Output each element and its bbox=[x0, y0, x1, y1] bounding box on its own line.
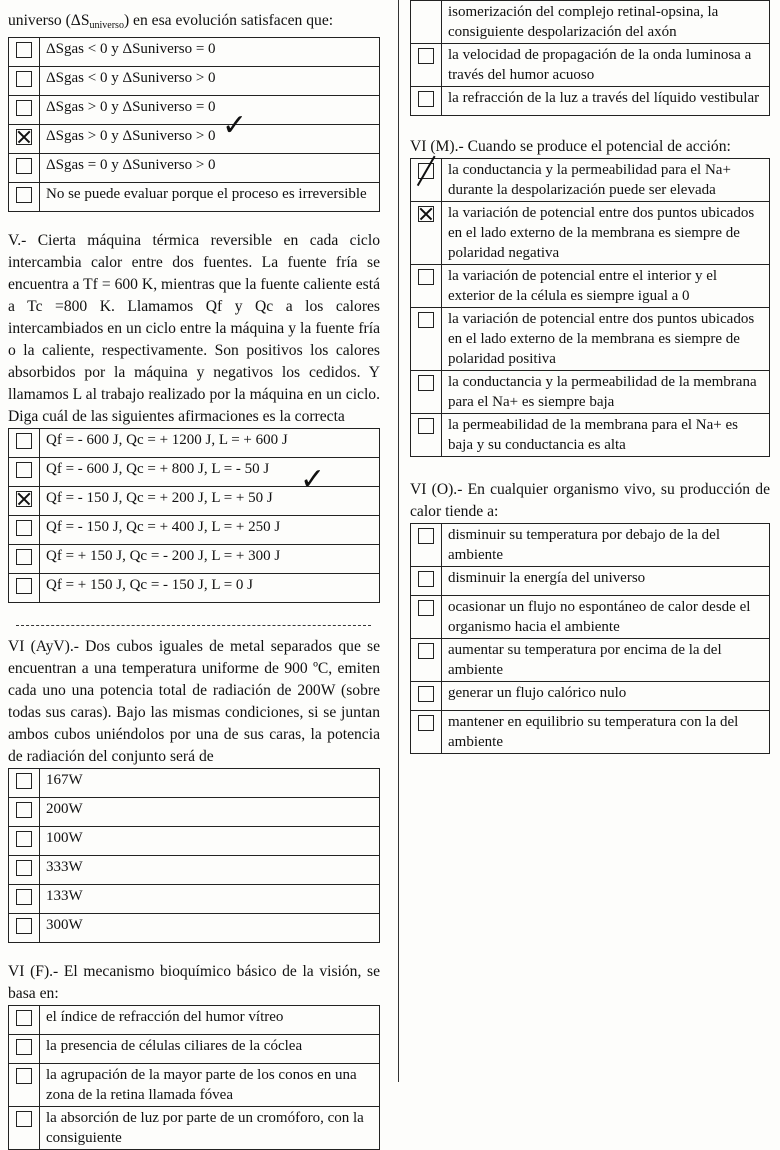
option-text: ΔSgas < 0 y ΔSuniverso = 0 bbox=[40, 38, 380, 67]
option-text: 200W bbox=[40, 798, 380, 827]
option-text: Qf = - 600 J, Qc = + 800 J, L = - 50 J bbox=[40, 458, 380, 487]
option-text: la variación de potencial entre dos puntos ubicados en el lado externo de la membrana es siempre de polaridad negativa bbox=[442, 202, 770, 265]
option-checkbox-cell[interactable] bbox=[9, 1064, 40, 1107]
checkbox[interactable] bbox=[418, 418, 434, 434]
options-o bbox=[410, 523, 770, 754]
option-row[interactable] bbox=[411, 44, 770, 87]
option-checkbox-cell[interactable] bbox=[9, 798, 40, 827]
checkbox[interactable] bbox=[16, 433, 32, 449]
option-row[interactable] bbox=[9, 154, 380, 183]
option-checkbox-cell[interactable] bbox=[9, 125, 40, 154]
checkbox[interactable] bbox=[16, 1111, 32, 1127]
option-row[interactable] bbox=[411, 414, 770, 457]
options-m bbox=[410, 158, 770, 457]
option-row[interactable] bbox=[9, 798, 380, 827]
option-text: Qf = + 150 J, Qc = - 200 J, L = + 300 J bbox=[40, 545, 380, 574]
option-checkbox-cell[interactable] bbox=[9, 914, 40, 943]
option-checkbox-cell[interactable] bbox=[411, 524, 442, 567]
checkbox[interactable] bbox=[16, 831, 32, 847]
option-row[interactable] bbox=[9, 574, 380, 603]
checkbox[interactable] bbox=[16, 802, 32, 818]
checkbox[interactable] bbox=[418, 312, 434, 328]
option-row[interactable] bbox=[9, 516, 380, 545]
option-row[interactable] bbox=[9, 1035, 380, 1064]
option-row[interactable] bbox=[9, 38, 380, 67]
options-f-continued bbox=[410, 0, 770, 116]
option-text: la conductancia y la permeabilidad para el Na+ durante la despolarización puede ser elevada bbox=[442, 159, 770, 202]
option-row[interactable] bbox=[411, 639, 770, 682]
option-text: 167W bbox=[40, 769, 380, 798]
checkbox[interactable] bbox=[418, 48, 434, 64]
option-text: ΔSgas > 0 y ΔSuniverso = 0 bbox=[40, 96, 380, 125]
checkbox[interactable] bbox=[16, 42, 32, 58]
question-m-statement: VI (M).- Cuando se produce el potencial de acción: bbox=[410, 138, 731, 155]
option-text: la variación de potencial entre el interior y el exterior de la célula es siempre igual a 0 bbox=[442, 265, 770, 308]
option-checkbox-cell[interactable] bbox=[411, 44, 442, 87]
option-text: el índice de refracción del humor vítreo bbox=[40, 1006, 380, 1035]
left-column bbox=[8, 0, 380, 1150]
option-row[interactable] bbox=[9, 183, 380, 212]
option-checkbox-cell[interactable] bbox=[9, 1107, 40, 1150]
option-row[interactable] bbox=[411, 1, 770, 44]
checkbox[interactable] bbox=[418, 571, 434, 587]
checkbox[interactable] bbox=[16, 578, 32, 594]
checkbox[interactable] bbox=[418, 715, 434, 731]
checkbox[interactable] bbox=[418, 375, 434, 391]
option-text: Qf = + 150 J, Qc = - 150 J, L = 0 J bbox=[40, 574, 380, 603]
option-text: Qf = - 150 J, Qc = + 400 J, L = + 250 J bbox=[40, 516, 380, 545]
option-row[interactable] bbox=[9, 67, 380, 96]
option-text: ocasionar un flujo no espontáneo de calor desde el organismo hacia el ambiente bbox=[442, 596, 770, 639]
option-text: la refracción de la luz a través del líquido vestibular bbox=[442, 87, 770, 116]
option-text: 133W bbox=[40, 885, 380, 914]
checkbox[interactable] bbox=[16, 773, 32, 789]
option-row[interactable] bbox=[9, 856, 380, 885]
option-row[interactable] bbox=[411, 308, 770, 371]
option-text: No se puede evaluar porque el proceso es irreversible bbox=[40, 183, 380, 212]
checkbox[interactable] bbox=[418, 91, 434, 107]
option-checkbox-cell[interactable] bbox=[9, 516, 40, 545]
option-text: la permeabilidad de la membrana para el Na+ es baja y su conductancia es alta bbox=[442, 414, 770, 457]
option-checkbox-cell[interactable] bbox=[411, 682, 442, 711]
right-column bbox=[410, 0, 770, 754]
option-row[interactable] bbox=[9, 545, 380, 574]
option-row[interactable] bbox=[9, 125, 380, 154]
checkbox[interactable] bbox=[16, 100, 32, 116]
option-row[interactable] bbox=[411, 265, 770, 308]
option-text: 100W bbox=[40, 827, 380, 856]
option-text: la conductancia y la permeabilidad de la membrana para el Na+ es siempre baja bbox=[442, 371, 770, 414]
option-checkbox-cell[interactable] bbox=[9, 429, 40, 458]
option-row[interactable] bbox=[411, 159, 770, 202]
option-checkbox-cell[interactable] bbox=[9, 827, 40, 856]
option-checkbox-cell[interactable] bbox=[411, 308, 442, 371]
option-row[interactable] bbox=[411, 524, 770, 567]
option-row[interactable] bbox=[9, 429, 380, 458]
option-checkbox-cell[interactable] bbox=[9, 183, 40, 212]
checkbox-checked[interactable] bbox=[16, 491, 32, 507]
checkbox[interactable] bbox=[16, 520, 32, 536]
option-checkbox-cell[interactable] bbox=[9, 769, 40, 798]
option-text: disminuir su temperatura por debajo de la del ambiente bbox=[442, 524, 770, 567]
option-text: 333W bbox=[40, 856, 380, 885]
option-row[interactable] bbox=[9, 885, 380, 914]
checkbox[interactable] bbox=[16, 889, 32, 905]
option-checkbox-cell[interactable] bbox=[411, 567, 442, 596]
checkbox[interactable] bbox=[16, 187, 32, 203]
options-v bbox=[8, 428, 380, 603]
checkbox[interactable] bbox=[418, 163, 434, 179]
column-divider bbox=[398, 0, 399, 1082]
checkbox[interactable] bbox=[16, 1039, 32, 1055]
checkbox[interactable] bbox=[418, 269, 434, 285]
options-ayv bbox=[8, 768, 380, 943]
option-text: 300W bbox=[40, 914, 380, 943]
option-text: ΔSgas < 0 y ΔSuniverso > 0 bbox=[40, 67, 380, 96]
option-row[interactable] bbox=[411, 596, 770, 639]
option-text: la presencia de células ciliares de la cóclea bbox=[40, 1035, 380, 1064]
option-checkbox-cell[interactable] bbox=[411, 639, 442, 682]
option-checkbox-cell[interactable] bbox=[9, 458, 40, 487]
question-o-statement: VI (O).- En cualquier organismo vivo, su producción de calor tiende a: bbox=[410, 481, 770, 520]
checkbox[interactable] bbox=[16, 860, 32, 876]
checkbox[interactable] bbox=[16, 462, 32, 478]
section-divider bbox=[16, 625, 371, 626]
option-checkbox-cell[interactable] bbox=[9, 574, 40, 603]
option-row[interactable] bbox=[9, 1107, 380, 1150]
option-checkbox-cell[interactable] bbox=[9, 1035, 40, 1064]
option-checkbox-cell[interactable] bbox=[9, 38, 40, 67]
checkbox[interactable] bbox=[16, 918, 32, 934]
option-text: aumentar su temperatura por encima de la del ambiente bbox=[442, 639, 770, 682]
option-row[interactable] bbox=[411, 711, 770, 754]
handwritten-checkmark-icon: ✓ bbox=[222, 108, 248, 143]
checkbox[interactable] bbox=[16, 71, 32, 87]
option-text: Qf = - 150 J, Qc = + 200 J, L = + 50 J bbox=[40, 487, 380, 516]
checkbox-checked[interactable] bbox=[418, 206, 434, 222]
option-row[interactable] bbox=[9, 827, 380, 856]
option-row[interactable] bbox=[411, 371, 770, 414]
option-text: la variación de potencial entre dos puntos ubicados en el lado externo de la membrana es siempre de polaridad positiva bbox=[442, 308, 770, 371]
option-checkbox-cell[interactable] bbox=[9, 487, 40, 516]
option-checkbox-cell[interactable] bbox=[411, 202, 442, 265]
option-row[interactable] bbox=[9, 1006, 380, 1035]
checkbox[interactable] bbox=[418, 528, 434, 544]
question-f-statement: VI (F).- El mecanismo bioquímico básico de la visión, se basa en: bbox=[8, 963, 380, 1002]
option-row[interactable] bbox=[411, 87, 770, 116]
options-f bbox=[8, 1005, 380, 1150]
options-entropy bbox=[8, 37, 380, 212]
option-checkbox-cell[interactable] bbox=[411, 265, 442, 308]
option-checkbox-cell[interactable] bbox=[9, 1006, 40, 1035]
option-row[interactable] bbox=[9, 96, 380, 125]
option-row[interactable] bbox=[9, 1064, 380, 1107]
option-checkbox-cell[interactable] bbox=[9, 545, 40, 574]
option-checkbox-cell[interactable] bbox=[9, 856, 40, 885]
option-checkbox-cell[interactable] bbox=[9, 154, 40, 183]
option-text: generar un flujo calórico nulo bbox=[442, 682, 770, 711]
option-text: la agrupación de la mayor parte de los conos en una zona de la retina llamada fóvea bbox=[40, 1064, 380, 1107]
option-text: Qf = - 600 J, Qc = + 1200 J, L = + 600 J bbox=[40, 429, 380, 458]
option-row[interactable] bbox=[9, 914, 380, 943]
option-text: ΔSgas = 0 y ΔSuniverso > 0 bbox=[40, 154, 380, 183]
option-row[interactable] bbox=[411, 202, 770, 265]
option-text: ΔSgas > 0 y ΔSuniverso > 0 bbox=[40, 125, 380, 154]
option-text: la absorción de luz por parte de un cromóforo, con la consiguiente bbox=[40, 1107, 380, 1150]
option-checkbox-cell[interactable] bbox=[9, 885, 40, 914]
option-text: isomerización del complejo retinal-opsina, la consiguiente despolarización del axón bbox=[442, 1, 770, 44]
handwritten-checkmark-icon: ✓ bbox=[300, 462, 326, 497]
checkbox[interactable] bbox=[16, 158, 32, 174]
option-row[interactable] bbox=[411, 682, 770, 711]
option-checkbox-cell[interactable] bbox=[9, 96, 40, 125]
option-text: la velocidad de propagación de la onda luminosa a través del humor acuoso bbox=[442, 44, 770, 87]
checkbox[interactable] bbox=[16, 1010, 32, 1026]
checkbox[interactable] bbox=[16, 549, 32, 565]
checkbox[interactable] bbox=[418, 600, 434, 616]
option-checkbox-cell[interactable] bbox=[9, 67, 40, 96]
checkbox[interactable] bbox=[418, 686, 434, 702]
option-checkbox-cell[interactable] bbox=[411, 414, 442, 457]
question-ayv-statement: VI (AyV).- Dos cubos iguales de metal separados que se encuentran a una temperatura uniforme de 900 ºC, emiten cada uno una potencia total de radiación de 200W (sobre todas sus caras). Bajo las mismas condiciones, si se juntan ambos cubos uniéndolos por una de sus caras, la potencia de radiación del conjunto será de bbox=[8, 638, 380, 765]
option-checkbox-cell[interactable] bbox=[411, 711, 442, 754]
question-entropy-intro: universo $(\Delta S_{universo})$ en esa evolución satisfacen que: bbox=[8, 12, 334, 31]
checkbox-checked[interactable] bbox=[16, 129, 32, 145]
option-checkbox-cell[interactable] bbox=[411, 596, 442, 639]
option-text: disminuir la energía del universo bbox=[442, 567, 770, 596]
question-v-statement: V.- Cierta máquina térmica reversible en cada ciclo intercambia calor entre dos fuentes. La fuente fría se encuentra a Tf = 600 K, mientras que la fuente caliente está a Tc =800 K. Llamamos Qf y Qc a los calores intercambiados en un ciclo entre la máquina y la fuente fría o la caliente, respectivamente. Son positivos los calores absorbidos por la máquina y negativos los cedidos. Y llamamos L al trabajo realizado por la máquina en un ciclo. Diga cuál de las siguientes afirmaciones es la correcta bbox=[8, 232, 380, 425]
option-checkbox-cell[interactable] bbox=[411, 371, 442, 414]
option-row[interactable] bbox=[9, 769, 380, 798]
option-checkbox-cell[interactable] bbox=[411, 87, 442, 116]
option-text: mantener en equilibrio su temperatura con la del ambiente bbox=[442, 711, 770, 754]
option-row[interactable] bbox=[411, 567, 770, 596]
checkbox[interactable] bbox=[418, 643, 434, 659]
option-checkbox-cell[interactable] bbox=[411, 159, 442, 202]
option-checkbox-cell[interactable] bbox=[411, 1, 442, 44]
